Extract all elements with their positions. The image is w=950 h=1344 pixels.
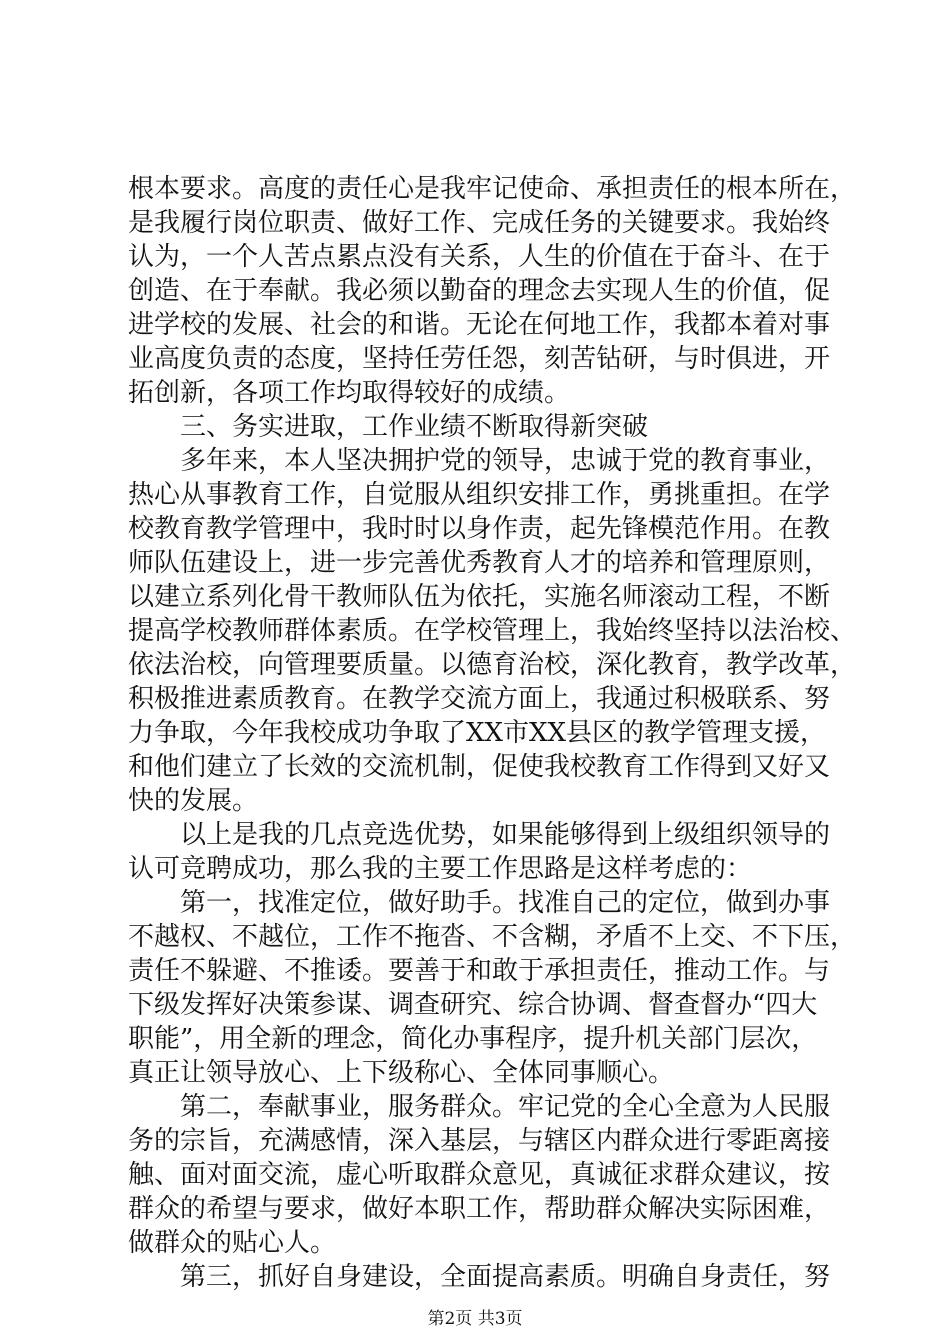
body-text-line: 校教育教学管理中，我时时以身作责，起先锋模范作用。在教 [128, 514, 831, 544]
body-text-line: 根本要求。高度的责任心是我牢记使命、承担责任的根本所在， [128, 174, 857, 204]
body-text-line: 做群众的贴心人。 [128, 1228, 337, 1258]
body-text-line: 和他们建立了长效的交流机制，促使我校教育工作得到又好又 [128, 752, 831, 782]
body-text-line: 师队伍建设上，进一步完善优秀教育人才的培养和管理原则， [128, 548, 831, 578]
body-text-line: 热心从事教育工作，自觉服从组织安排工作，勇挑重担。在学 [128, 480, 831, 510]
body-text-line: 创造、在于奉献。我必须以勤奋的理念去实现人生的价值，促 [128, 276, 831, 306]
body-text-line: 业高度负责的态度，坚持任劳任怨，刻苦钻研，与时俱进，开 [128, 344, 831, 374]
body-text-line: 务的宗旨，充满感情，深入基层，与辖区内群众进行零距离接 [128, 1126, 831, 1156]
body-text-line: 下级发挥好决策参谋、调查研究、综合协调、督查督办“四大 [128, 990, 818, 1020]
body-text-line: 提高学校教师群体素质。在学校管理上，我始终坚持以法治校、 [128, 616, 857, 646]
body-text-line: 不越权、不越位，工作不拖沓、不含糊，矛盾不上交、不下压， [128, 922, 857, 952]
body-text-line: 第二，奉献事业，服务群众。牢记党的全心全意为人民服 [180, 1092, 831, 1122]
body-text-line: 职能”，用全新的理念，简化办事程序，提升机关部门层次， [128, 1024, 818, 1054]
body-text-line: 依法治校，向管理要质量。以德育治校，深化教育，教学改革， [128, 650, 857, 680]
body-text-line: 触、面对面交流，虚心听取群众意见，真诚征求群众建议，按 [128, 1160, 831, 1190]
body-text-line: 责任不躲避、不推诿。要善于和敢于承担责任，推动工作。与 [128, 956, 831, 986]
body-text-line: 第三，抓好自身建设，全面提高素质。明确自身责任，努 [180, 1262, 831, 1292]
body-text-line: 真正让领导放心、上下级称心、全体同事顺心。 [128, 1058, 675, 1088]
body-text-line: 认为，一个人苦点累点没有关系，人生的价值在于奋斗、在于 [128, 242, 831, 272]
body-text-line: 以上是我的几点竞选优势，如果能够得到上级组织领导的 [180, 820, 831, 850]
body-text-line: 群众的希望与要求，做好本职工作，帮助群众解决实际困难， [128, 1194, 831, 1224]
body-text-line: 认可竞聘成功，那么我的主要工作思路是这样考虑的： [128, 854, 753, 884]
body-text-line: 拓创新，各项工作均取得较好的成绩。 [128, 378, 571, 408]
page-footer: 第2页 共3页 [427, 1309, 523, 1329]
body-text-line: 第一，找准定位，做好助手。找准自己的定位，做到办事 [180, 888, 831, 918]
section-heading: 三、务实进取，工作业绩不断取得新突破 [180, 412, 649, 442]
body-text-line: 是我履行岗位职责、做好工作、完成任务的关键要求。我始终 [128, 208, 831, 238]
body-text-line: 进学校的发展、社会的和谐。无论在何地工作，我都本着对事 [128, 310, 831, 340]
body-text-line: 快的发展。 [128, 786, 259, 816]
body-text-line: 积极推进素质教育。在教学交流方面上，我通过积极联系、努 [128, 684, 831, 714]
body-text-line: 力争取，今年我校成功争取了XX市XX县区的教学管理支援， [128, 718, 827, 748]
body-text-line: 以建立系列化骨干教师队伍为依托，实施名师滚动工程，不断 [128, 582, 831, 612]
body-text-line: 多年来，本人坚决拥护党的领导，忠诚于党的教育事业， [180, 446, 831, 476]
